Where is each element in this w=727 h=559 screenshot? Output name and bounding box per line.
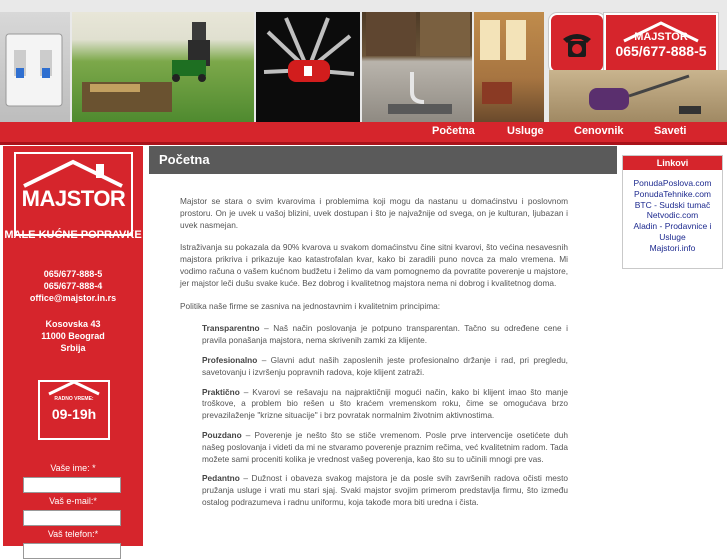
hours-time: 09-19h: [51, 406, 97, 422]
principle-item: [202, 430, 568, 465]
link-btc-sudski-tumac[interactable]: BTC - Sudski tumač: [634, 199, 711, 210]
name-field-label: Vaše ime: *: [50, 463, 96, 473]
nav-item-pocetna[interactable]: Početna: [432, 125, 475, 137]
link-ponudatehnike[interactable]: PonudaTehnike.com: [633, 188, 712, 199]
main-nav: [0, 122, 727, 145]
photo-lawn-mower: [72, 12, 254, 122]
header-phone: 065/677-888-5: [615, 43, 707, 59]
email-field-label: Vaš e-mail:*: [49, 496, 97, 506]
header-brand-box: [604, 13, 718, 73]
logo-word: MAJSTOR: [21, 186, 126, 211]
research-paragraph: Istraživanja su pokazala da 90% kvarova u svakom domaćinstvu čine sitni kvarovi, što većina nesavesnih majstora prikriva i prikazuje kao katastrofalan kvar, kako bi zaradili puno novca za malo vremena. Mi vodimo računa o vašem kućnom budžetu i želimo da vam pomognemo da povratite poverenje u majstore, jer majstor leči dušu svake kuće. Bez dobrog i kvalitetnog majstora nema ni dobrog i kvalitetnog doma.: [180, 242, 568, 288]
principle-term: Pedantno: [202, 473, 240, 484]
principle-item: [202, 355, 568, 379]
nav-item-cenovnik[interactable]: Cenovnik: [574, 125, 624, 137]
principle-item: [202, 387, 568, 422]
nav-item-usluge[interactable]: Usluge: [507, 125, 544, 137]
principle-term: Praktično: [202, 386, 240, 397]
address-city: 11000 Beograd: [41, 331, 105, 341]
nav-item-saveti[interactable]: Saveti: [654, 125, 687, 137]
hours-label: RADNO VREME:: [54, 396, 94, 402]
roof-icon: [620, 19, 702, 43]
link-ponudaposlova[interactable]: PonudaPoslova.com: [633, 178, 712, 188]
telephone-icon: [559, 25, 595, 61]
principle-text: – Kvarovi se rešavaju na najpraktičniji mogući način, kako bi klijent imao što manje troškove, a problem bio rešen u što kraćem vremenskom roku, čime se omogućava brzo prevazilaženje "krizne situacije" i brz povratak normalnim životnim aktivnostima.: [202, 386, 568, 421]
contact-email[interactable]: office@majstor.in.rs: [29, 293, 117, 303]
principle-term: Transparentno: [202, 323, 260, 334]
link-aladin[interactable]: Aladin - Prodavnice i Usluge: [633, 221, 712, 242]
principle-item: [202, 323, 568, 347]
principle-text: – Poverenje je nešto što se stiče vremenom. Posle prve intervencije osetićete duh našeg poslovanja i videti da mi ne stvaramo poverenje praznim rečima, već kvalitetnim radom. Tada možete sami proceniti kolika je vrednost vašeg poverenja, kao što su to učinili mnogi pre vas.: [202, 429, 569, 464]
principle-text: – Glavni adut naših zaposlenih jeste profesionalno držanje i rad, pri pregledu, savetovanju i izvršenju popravnih radova, koje klijent zatraži.: [202, 354, 568, 377]
address-street: Kosovska 43: [45, 319, 101, 329]
tagline: MALE KUĆNE POPRAVKE: [4, 229, 142, 241]
page-title-bar: [149, 146, 617, 174]
phone-field[interactable]: [23, 543, 121, 559]
address-country: Srbija: [60, 343, 86, 353]
policy-paragraph: Politika naše firme se zasniva na jednostavnim i kvalitetnim principima:: [180, 300, 441, 311]
working-hours-badge: [38, 380, 110, 440]
name-field[interactable]: [23, 477, 121, 493]
photo-vacuum: [549, 70, 727, 122]
links-panel: [622, 155, 723, 269]
link-majstori-info[interactable]: Majstori.info: [649, 242, 696, 253]
phone-icon-box: [549, 13, 605, 73]
principle-text: – Naš način poslovanja je potpuno transparentan. Tačno su određene cene i pravila ponašanja majstora, nema skrivenih zamki za klijente.: [202, 323, 568, 346]
principle-term: Pouzdano: [202, 429, 242, 440]
email-field[interactable]: [23, 510, 121, 526]
majstor-logo[interactable]: [14, 152, 133, 236]
header-photo-strip: [0, 0, 727, 122]
intro-paragraph: Majstor se stara o svim kvarovima i problemima koji mogu da nastanu u domaćinstvu i poslovnom prostoru. On je uvek u vašoj blizini, uvek dostupan i što je najvažnije od svega, on je kulturan, ljubazan i uvek nasmejan.: [180, 196, 568, 230]
link-netvodic[interactable]: Netvodic.com: [646, 210, 699, 221]
links-title: Linkovi: [623, 156, 722, 170]
photo-swiss-knife: [256, 12, 360, 122]
hours-roof-icon: [47, 380, 101, 396]
page-title: Početna: [159, 152, 210, 167]
phone-field-label: Vaš telefon:*: [47, 529, 99, 539]
principle-text: – Dužnost i obaveza svakog majstora je da posle svih završenih radova očisti mesto pružanja usluge i vrati mu stari sjaj. Svaki majstor svojim primerom predstavlja firmu, što između ostalog podrazumeva i radnu uniformu, koja takođe mora biti uredna i čista.: [202, 473, 568, 507]
header-brand-word: MAJSTOR: [634, 31, 688, 43]
principle-item: [202, 473, 568, 508]
links-list: [623, 170, 722, 254]
left-sidebar: [3, 146, 143, 546]
contact-phone-2: 065/677-888-4: [43, 281, 103, 291]
logo-roof-icon: [16, 156, 131, 190]
main-content: [180, 196, 568, 517]
contact-phone-1: 065/677-888-5: [43, 269, 103, 279]
principle-term: Profesionalno: [202, 354, 258, 365]
photo-circuit-breaker: [0, 12, 70, 122]
photo-kitchen: [362, 12, 472, 122]
photo-room: [474, 12, 544, 122]
